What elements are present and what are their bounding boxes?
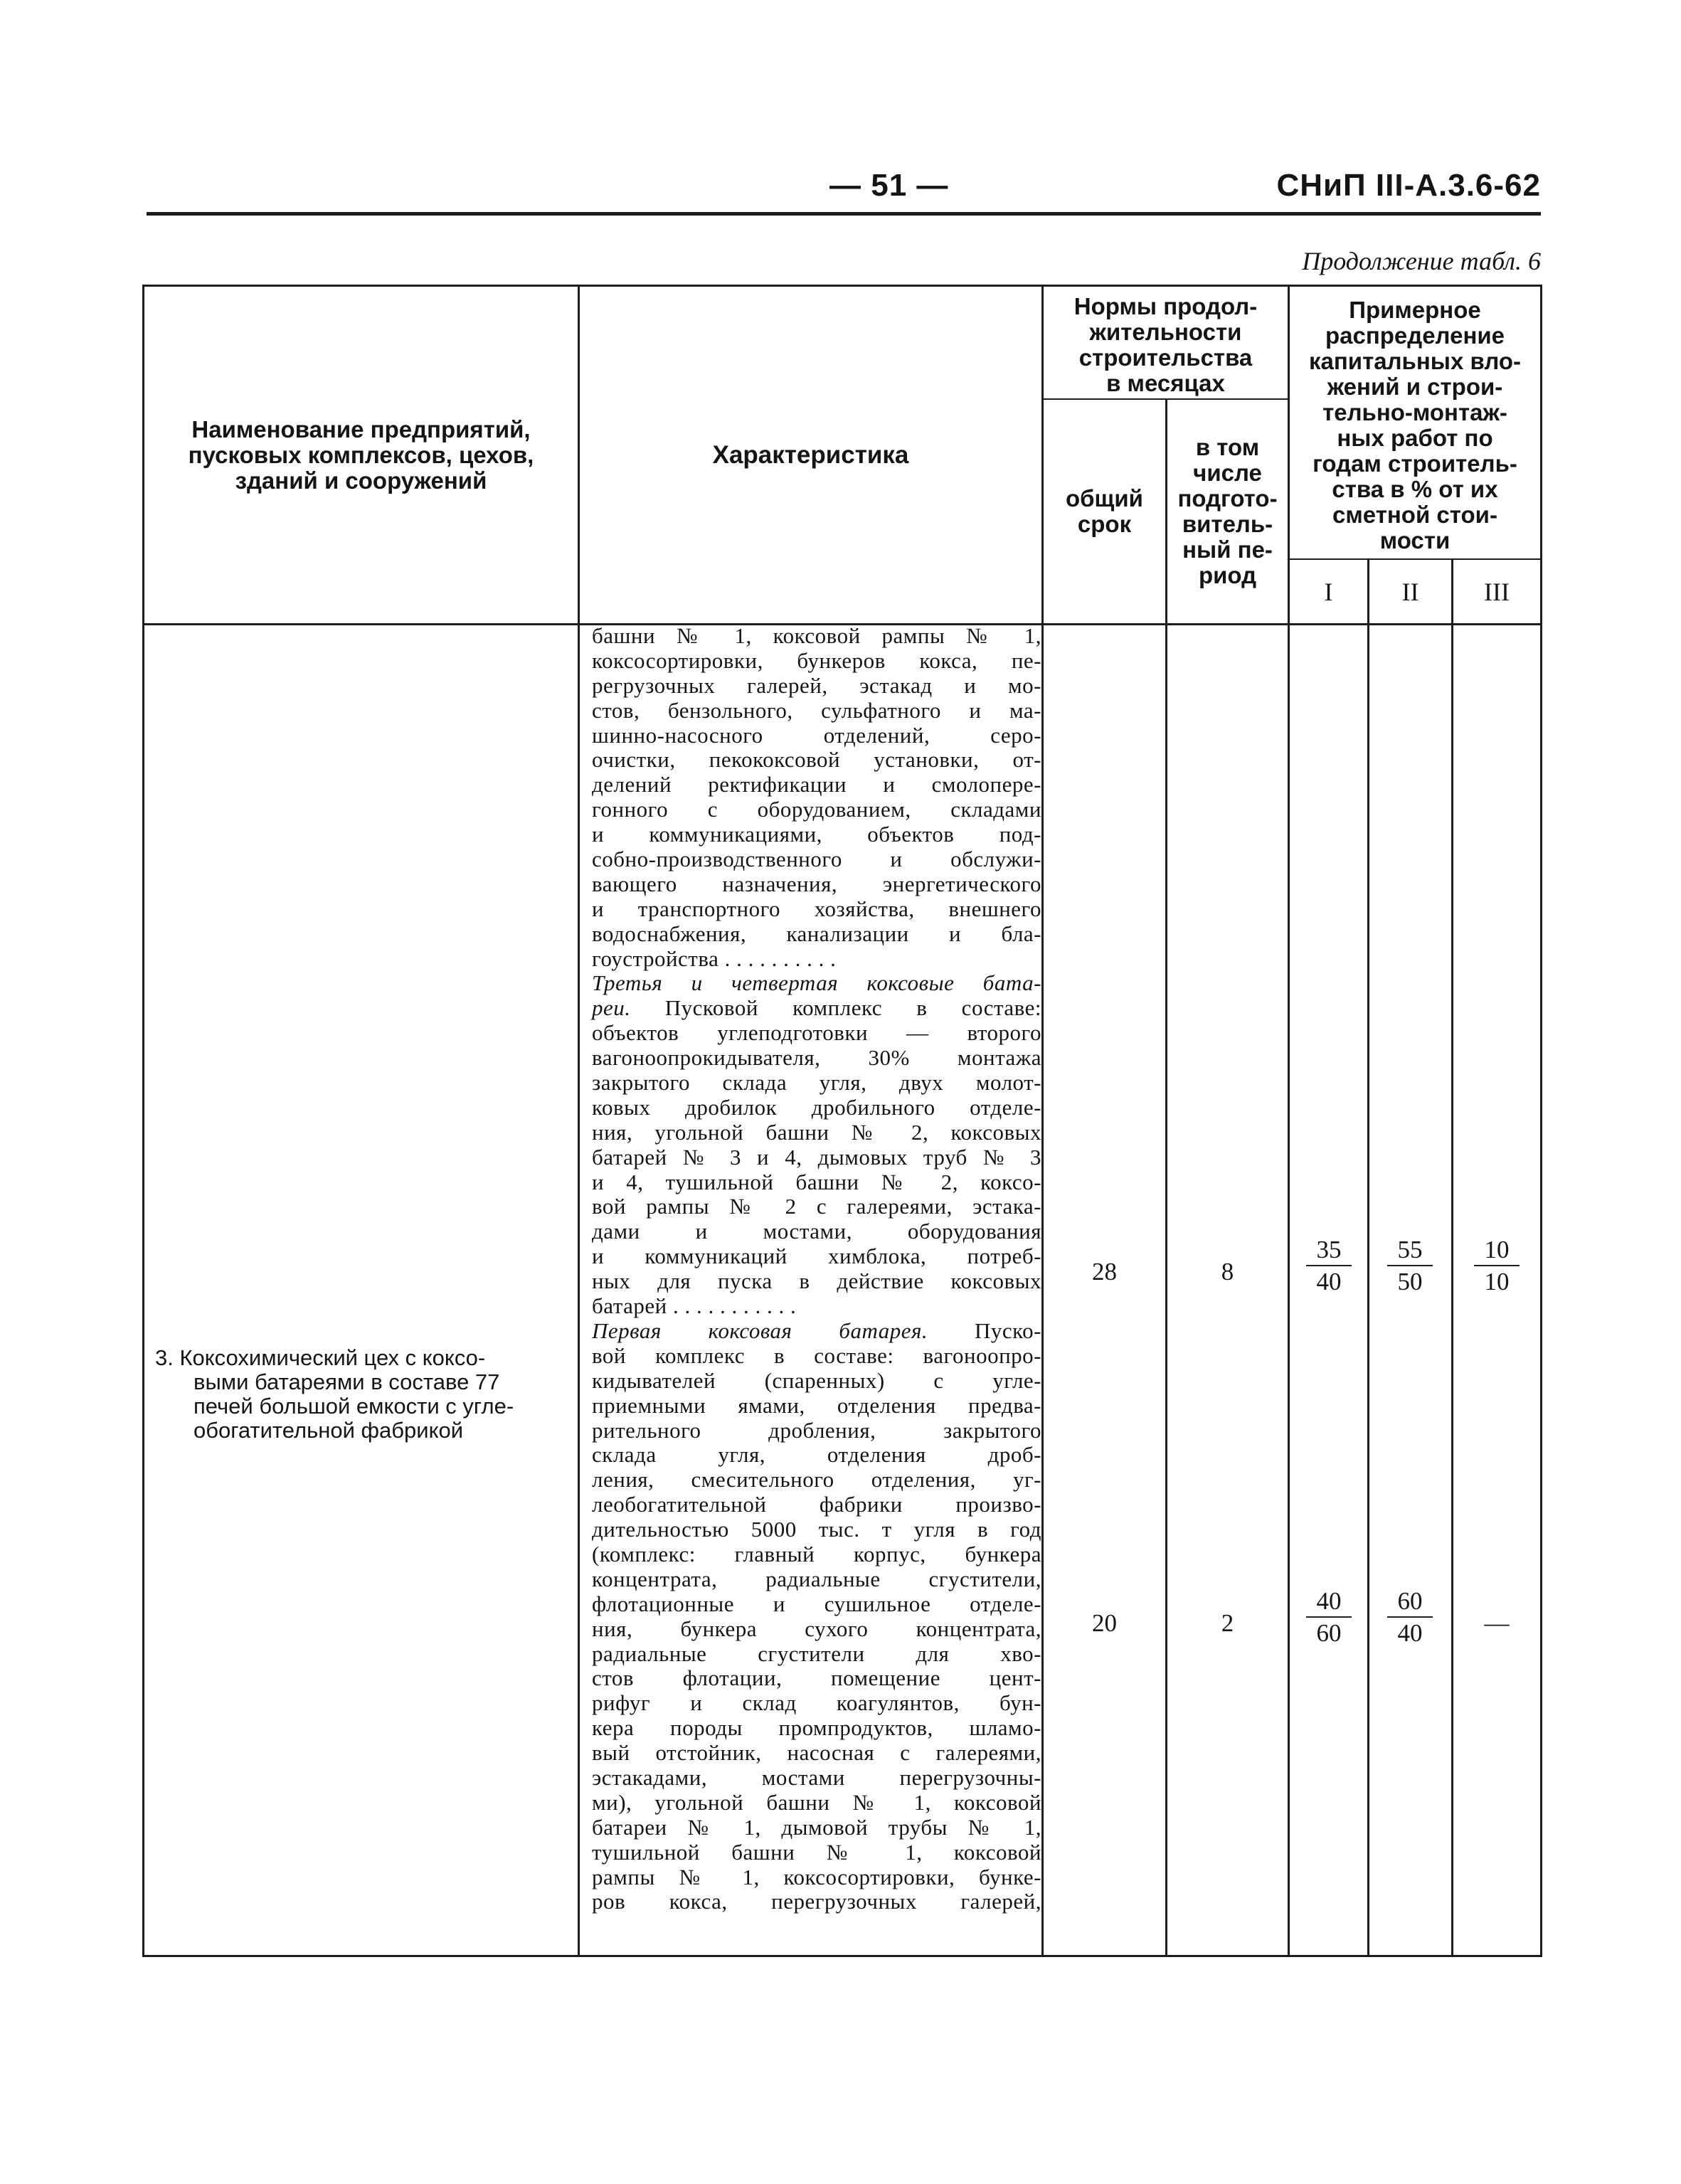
characteristic-line: радиальные сгустители для хво- xyxy=(592,1640,1041,1666)
characteristic-line: гонного с оборудованием, складами xyxy=(592,797,1041,822)
header-rule xyxy=(147,212,1541,216)
characteristic-line: и коммуникациями, объектов под- xyxy=(592,822,1041,847)
characteristic-line: ния, угольной башни № 2, коксовых xyxy=(592,1119,1041,1145)
characteristic-line: батареи № 1, дымовой трубы № 1, xyxy=(592,1814,1041,1840)
characteristic-line: регрузочных галерей, эстакад и мо- xyxy=(592,672,1041,698)
characteristic-line: коксосортировки, бункеров кокса, пе- xyxy=(592,647,1041,673)
characteristic-line: ковых дробилок дробильного отделе- xyxy=(592,1094,1041,1120)
characteristic-line: флотационные и сушильное отделе- xyxy=(592,1591,1041,1616)
col-divider-total xyxy=(1165,398,1167,1956)
characteristic-line: вагоноопрокидывателя, 30% монтажа xyxy=(592,1045,1041,1071)
characteristic-line: делений ректификации и смолопере- xyxy=(592,772,1041,797)
total-period-value: 20 xyxy=(1092,1609,1117,1637)
characteristic-line: кера породы промпродуктов, шламо- xyxy=(592,1715,1041,1741)
characteristic-line: шинно-насосного отделений, серо- xyxy=(592,722,1041,748)
characteristic-line: ров кокса, перегрузочных галерей, xyxy=(592,1889,1041,1914)
enterprise-name-cell: 3. Коксохимический цех с коксо- выми батареями в составе 77 печей большой емкости с угле- обогатительной фабрикой xyxy=(155,1345,514,1443)
characteristic-line: дами и мостами, оборудования xyxy=(592,1219,1041,1244)
characteristic-line: ния, бункера сухого концентрата, xyxy=(592,1616,1041,1641)
characteristic-line: вой комплекс в составе: вагоноопро- xyxy=(592,1342,1041,1368)
characteristic-line: реи. Пусковой комплекс в составе: xyxy=(592,995,1041,1021)
year2-fraction: 60 40 xyxy=(1387,1588,1433,1647)
header-distribution-group: Примерное распределение капитальных вло- жений и строи- тельно-монтаж- ных работ по годам строитель- ства в % от их сметной стои- мости xyxy=(1308,296,1521,553)
characteristic-line: дительностью 5000 тыс. т угля в год xyxy=(592,1517,1041,1542)
characteristic-line: концентрата, радиальные сгустители, xyxy=(592,1566,1041,1591)
characteristic-line: вый отстойник, насосная с галереями, xyxy=(592,1740,1041,1766)
header-year-3: III xyxy=(1484,577,1510,606)
header-preparatory-period: в том числе подгото- витель- ный пе- риод xyxy=(1177,434,1278,588)
characteristic-line: батарей № 3 и 4, дымовых труб № 3 xyxy=(592,1144,1041,1170)
page-header xyxy=(147,162,1541,213)
col-divider-year2 xyxy=(1451,558,1453,1956)
preparatory-period-value: 2 xyxy=(1221,1609,1234,1637)
characteristic-line: и транспортного хозяйства, внешнего xyxy=(592,896,1041,921)
characteristic-line: Первая коксовая батарея. Пуско- xyxy=(592,1318,1041,1343)
table-continuation-label: Продолжение табл. 6 xyxy=(1302,247,1541,275)
characteristic-line: и коммуникаций химблока, потреб- xyxy=(592,1244,1041,1269)
characteristic-line: рительного дробления, закрытого xyxy=(592,1417,1041,1443)
characteristics-cell xyxy=(592,624,1041,1914)
characteristic-line: кидывателей (спаренных) с угле- xyxy=(592,1367,1041,1393)
total-period-value: 28 xyxy=(1092,1258,1117,1286)
characteristic-line: объектов углеподготовки — второго xyxy=(592,1020,1041,1046)
characteristic-line: рампы № 1, коксосортировки, бунке- xyxy=(592,1864,1041,1889)
characteristic-line: эстакадами, мостами перегрузочны- xyxy=(592,1764,1041,1790)
year3-value: — xyxy=(1484,1609,1510,1637)
col-divider-year1 xyxy=(1367,558,1369,1956)
characteristic-line: вающего назначения, энергетического xyxy=(592,871,1041,896)
characteristic-line: рифуг и склад коагулянтов, бун- xyxy=(592,1690,1041,1716)
year1-fraction: 35 40 xyxy=(1306,1236,1352,1295)
characteristic-line: батарей . . . . . . . . . . . xyxy=(592,1293,797,1319)
characteristic-line: тушильной башни № 1, коксовой xyxy=(592,1839,1041,1865)
characteristic-line: ных для пуска в действие коксовых xyxy=(592,1268,1041,1294)
year1-fraction: 40 60 xyxy=(1306,1588,1352,1647)
characteristic-line: стов, бензольного, сульфатного и ма- xyxy=(592,697,1041,723)
characteristic-line: склада угля, отделения дроб- xyxy=(592,1442,1041,1468)
characteristic-line: очистки, пекококсовой установки, от- xyxy=(592,747,1041,773)
characteristic-line: ми), угольной башни № 1, коксовой xyxy=(592,1789,1041,1815)
characteristic-line: приемными ямами, отделения предва- xyxy=(592,1392,1041,1418)
characteristic-line: гоустройства . . . . . . . . . . xyxy=(592,945,837,971)
header-year-1: I xyxy=(1324,577,1333,606)
characteristic-line: собно-производственного и обслужи- xyxy=(592,847,1041,872)
characteristic-line: стов флотации, помещение цент- xyxy=(592,1665,1041,1691)
preparatory-period-value: 8 xyxy=(1221,1258,1234,1286)
page-number: — 51 — xyxy=(829,168,949,203)
year3-fraction: 10 10 xyxy=(1474,1236,1520,1295)
header-total-period: общий срок xyxy=(1066,485,1143,537)
characteristic-line: и 4, тушильной башни № 2, коксо- xyxy=(592,1169,1041,1194)
header-name-column: Наименование предприятий, пусковых комплексов, цехов, зданий и сооружений xyxy=(188,415,534,494)
header-norms-group: Нормы продол- жительности строительства в месяцах xyxy=(1073,293,1258,396)
header-year-2: II xyxy=(1401,577,1419,606)
header-characteristics-column: Характеристика xyxy=(712,440,909,469)
table-bottom-rule xyxy=(142,1955,1542,1957)
document-code: СНиП III-А.3.6-62 xyxy=(1276,168,1541,203)
characteristic-line: башни № 1, коксовой рампы № 1, xyxy=(592,623,1041,648)
characteristic-line: вой рампы № 2 с галереями, эстака- xyxy=(592,1194,1041,1219)
characteristic-line: леобогатительной фабрики произво- xyxy=(592,1492,1041,1517)
characteristic-line: (комплекс: главный корпус, бункера xyxy=(592,1541,1041,1567)
table-right-border xyxy=(1540,285,1542,1956)
norms-table xyxy=(142,285,1542,1956)
characteristic-line: ления, смесительного отделения, уг- xyxy=(592,1467,1041,1493)
year2-fraction: 55 50 xyxy=(1387,1236,1433,1295)
characteristic-line: закрытого склада угля, двух молот- xyxy=(592,1070,1041,1096)
characteristic-line: Третья и четвертая коксовые бата- xyxy=(592,970,1041,996)
characteristic-line: водоснабжения, канализации и бла- xyxy=(592,921,1041,946)
